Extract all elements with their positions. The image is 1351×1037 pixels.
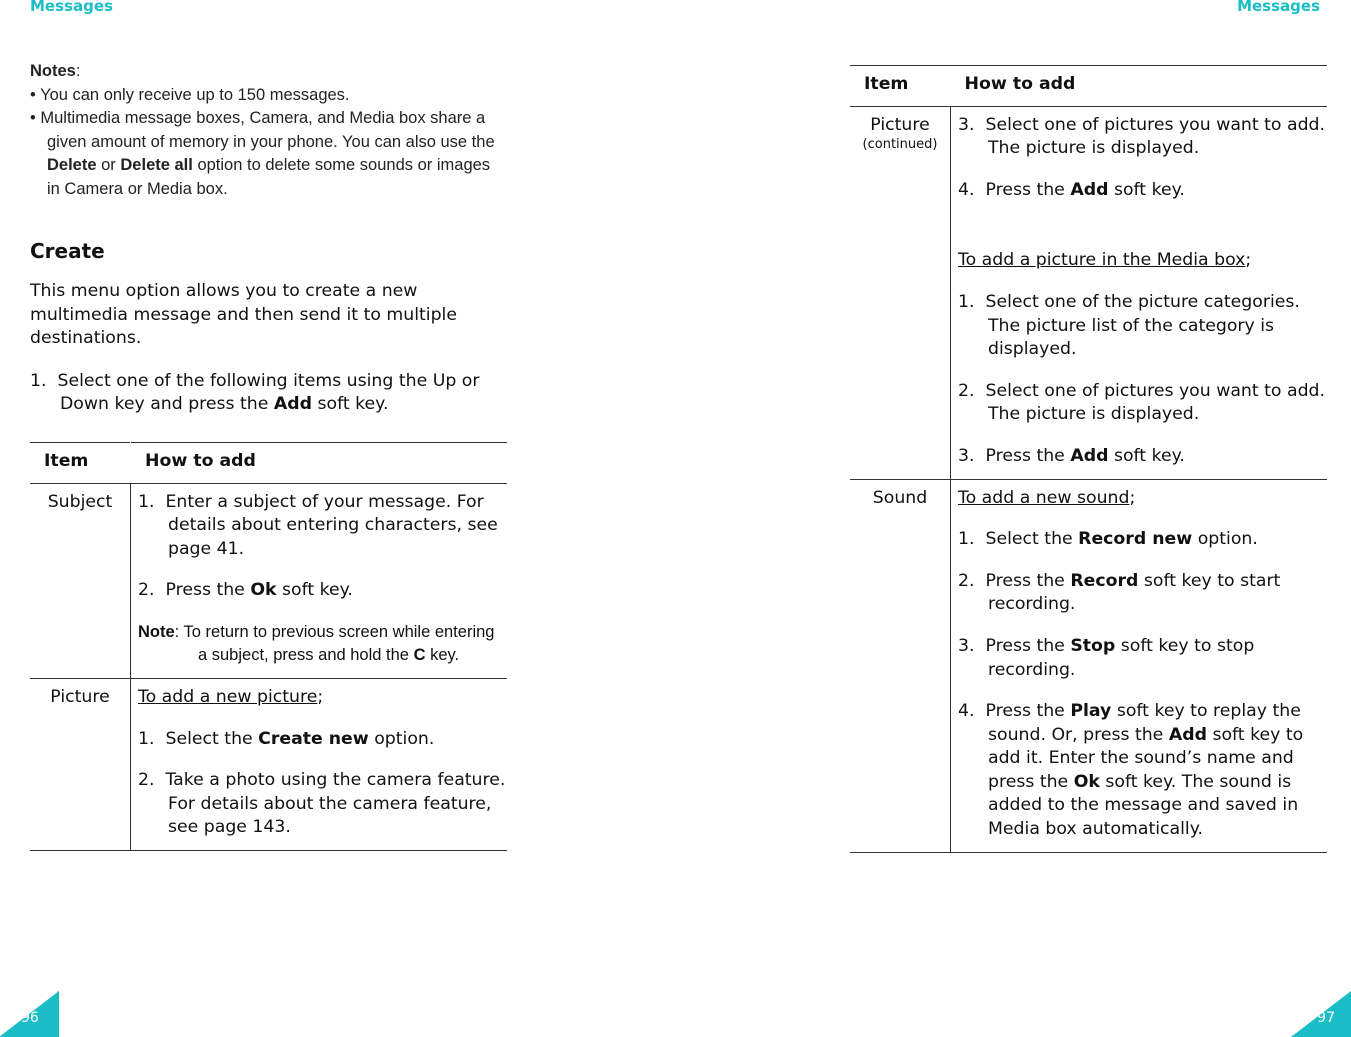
- sound-step-1: 1. Select the Record new option.: [958, 529, 1258, 550]
- sound-link: To add a new sound;: [958, 487, 1136, 508]
- left-page-header: Messages: [30, 0, 113, 15]
- left-items-table: [30, 442, 507, 851]
- table-row: [30, 678, 507, 850]
- col-how-to-add: How to add: [131, 442, 508, 483]
- subject-step-2: 2. Press the Ok soft key.: [138, 580, 353, 601]
- table-row: [850, 106, 1327, 479]
- how-sound: [951, 479, 1328, 852]
- table-header-row: [850, 66, 1327, 107]
- notes-section: Notes: • You can only receive up to 150 messages. • Multimedia message boxes, Camera, and Media box share a given amount of memory in your phone. You can also use the Delete or Delete all option to delete some sounds or images in Camera or Media box.: [30, 60, 507, 201]
- right-page-header: Messages: [1237, 0, 1320, 15]
- media-box-link: To add a picture in the Media box;: [958, 250, 1252, 271]
- item-picture-continued: Picture (continued): [850, 106, 951, 479]
- col-how-to-add: How to add: [951, 66, 1328, 107]
- how-picture: [131, 678, 508, 850]
- col-item: Item: [850, 66, 951, 107]
- picture-step-3: 3. Select one of pictures you want to add. The picture is displayed.: [958, 114, 1325, 159]
- right-page: [850, 65, 1327, 853]
- picture-link: To add a new picture;: [138, 686, 324, 707]
- table-row: [30, 483, 507, 678]
- media-step-3: 3. Press the Add soft key.: [958, 445, 1185, 466]
- left-page: [30, 60, 507, 851]
- sound-step-4: 4. Press the Play soft key to replay the sound. Or, press the Add soft key to add it. Enter the sound’s name and press the Ok soft key. The sound is added to the message and saved in Media box automatically.: [958, 701, 1304, 840]
- col-item: Item: [30, 442, 131, 483]
- item-subject: Subject: [30, 483, 131, 678]
- picture-step-1: 1. Select the Create new option.: [138, 728, 435, 749]
- sound-step-3: 3. Press the Stop soft key to stop recording.: [958, 635, 1255, 680]
- create-description: This menu option allows you to create a new multimedia message and then send it to multiple destinations.: [30, 281, 457, 349]
- media-step-2: 2. Select one of pictures you want to add. The picture is displayed.: [958, 380, 1325, 425]
- subject-step-1: 1. Enter a subject of your message. For details about entering characters, see page 41.: [138, 491, 498, 559]
- subject-note: Note: To return to previous screen while entering a subject, press and hold the C key.: [138, 622, 495, 665]
- item-sound: Sound: [850, 479, 951, 852]
- note-item: • Multimedia message boxes, Camera, and Media box share a given amount of memory in your phone. You can also use the Delete or Delete all option to delete some sounds or images in Camera or Media box.: [30, 109, 495, 198]
- media-step-1: 1. Select one of the picture categories. The picture list of the category is displayed.: [958, 291, 1300, 360]
- table-row: [850, 479, 1327, 852]
- how-picture-continued: [951, 106, 1328, 479]
- picture-step-2: 2. Take a photo using the camera feature. For details about the camera feature, see page 143.: [138, 770, 506, 838]
- create-title: Create: [30, 239, 105, 263]
- note-item: • You can only receive up to 150 messages.: [30, 85, 350, 104]
- how-subject: [131, 483, 508, 678]
- continued-label: (continued): [862, 137, 938, 153]
- item-picture: Picture: [30, 678, 131, 850]
- left-page-number: 96: [21, 1010, 39, 1026]
- notes-label: Notes: [30, 62, 76, 80]
- right-page-number: 97: [1317, 1010, 1335, 1026]
- sound-step-2: 2. Press the Record soft key to start recording.: [958, 570, 1281, 615]
- right-items-table: [850, 65, 1327, 853]
- table-header-row: [30, 442, 507, 483]
- picture-step-4: 4. Press the Add soft key.: [958, 179, 1185, 200]
- create-step-1: 1. Select one of the following items using the Up or Down key and press the Add soft key.: [30, 370, 480, 415]
